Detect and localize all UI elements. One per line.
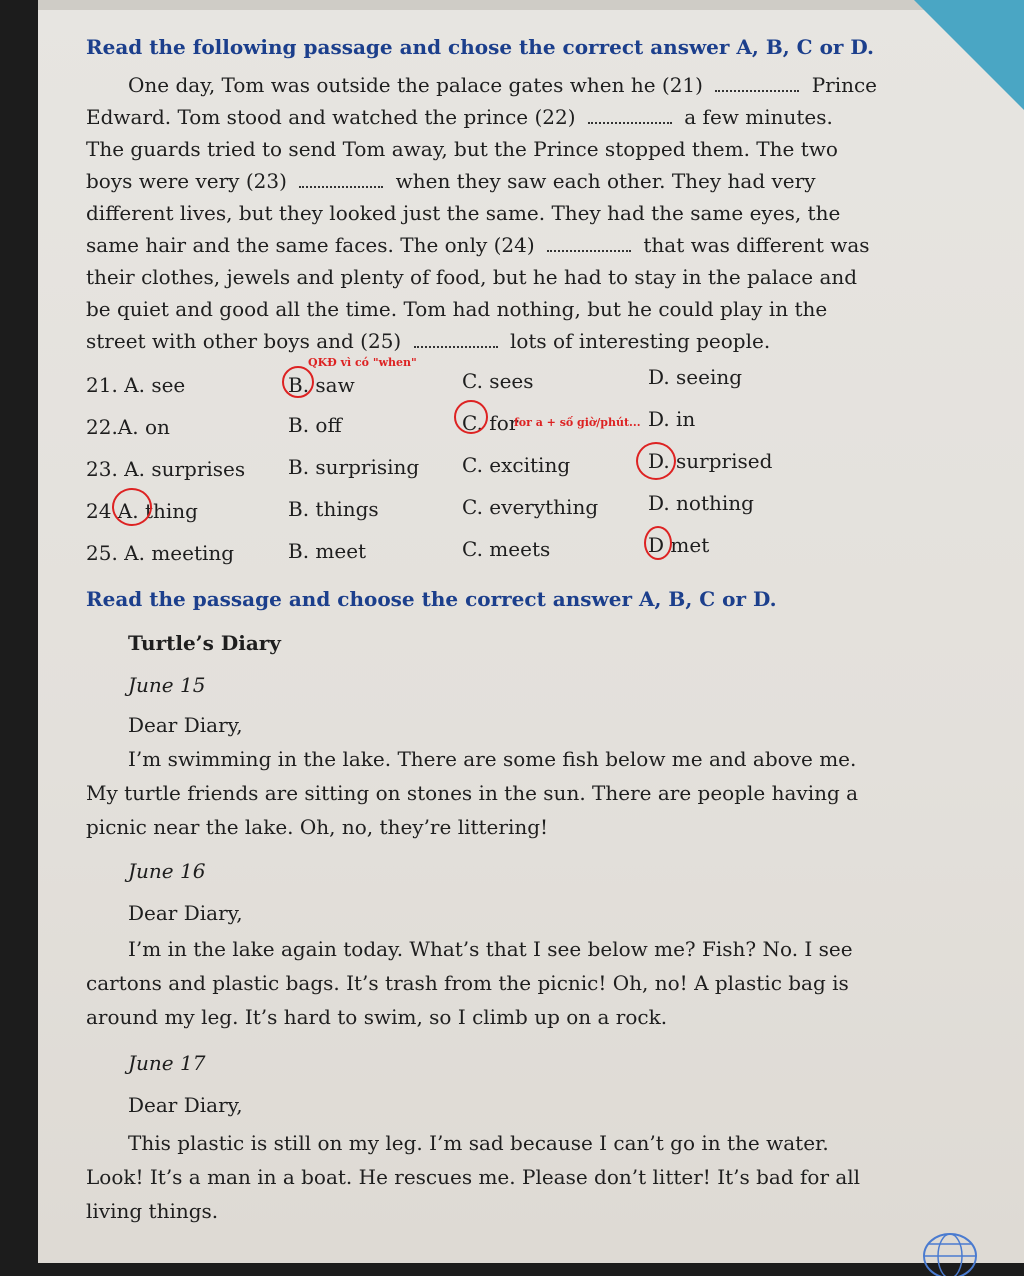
entry1-line-3: picnic near the lake. Oh, no, they’re littering! (86, 815, 549, 839)
passage-text: when they saw each other. They had very (395, 169, 816, 193)
worksheet-page (38, 0, 1024, 1263)
q24-option-d: D. nothing (648, 491, 754, 515)
answer-blank-24 (547, 236, 631, 252)
answer-blank-23 (299, 172, 383, 188)
passage-line-8: be quiet and good all the time. Tom had nothing, but he could play in the (86, 297, 828, 321)
passage-line-2 (86, 104, 833, 130)
q23-answer-circle (636, 442, 676, 480)
q21-annotation: QKĐ vì có "when" (308, 356, 417, 369)
passage-line-3: The guards tried to send Tom away, but the Prince stopped them. The two (86, 137, 838, 161)
q25-answer-circle (644, 526, 672, 560)
q21-option-d: D. seeing (648, 365, 743, 389)
passage-text: a few minutes. (684, 105, 833, 129)
passage-line-5: different lives, but they looked just the same. They had the same eyes, the (86, 201, 841, 225)
passage-line-7: their clothes, jewels and plenty of food, but he had to stay in the palace and (86, 265, 858, 289)
q23-option-a: 23. A. surprises (86, 457, 246, 481)
q23-option-b: B. surprising (288, 455, 420, 479)
passage-text: boys were very (23) (86, 169, 287, 193)
q24-option-a: 24 A. thing (86, 499, 198, 523)
q25-option-c: C. meets (462, 537, 551, 561)
q21-option-a: 21. A. see (86, 373, 186, 397)
globe-logo-icon (918, 1226, 982, 1276)
corner-decoration (914, 0, 1024, 110)
entry3-line-1: This plastic is still on my leg. I’m sad because I can’t go in the water. (128, 1131, 829, 1155)
q21-option-c: C. sees (462, 369, 534, 393)
page-top-edge (38, 0, 1024, 10)
entry3-line-3: living things. (86, 1199, 219, 1223)
entry3-line-2: Look! It’s a man in a boat. He rescues me. Please don’t litter! It’s bad for all (86, 1165, 861, 1189)
entry2-greeting: Dear Diary, (128, 901, 243, 925)
passage-line-9 (86, 328, 770, 354)
passage-text: same hair and the same faces. The only (24) (86, 233, 535, 257)
answer-blank-25 (414, 332, 498, 348)
answer-blank-21 (715, 76, 799, 92)
q21-option-b: B. saw (288, 373, 355, 397)
passage-line-6 (86, 232, 870, 258)
entry2-line-2: cartons and plastic bags. It’s trash from the picnic! Oh, no! A plastic bag is (86, 971, 849, 995)
entry2-line-1: I’m in the lake again today. What’s that I see below me? Fish? No. I see (128, 937, 853, 961)
q25-option-d: D met (648, 533, 710, 557)
passage-text: One day, Tom was outside the palace gates when he (21) (128, 73, 703, 97)
q24-option-b: B. things (288, 497, 379, 521)
q24-answer-circle (112, 488, 152, 526)
section2-heading: Read the passage and choose the correct answer A, B, C or D. (86, 587, 777, 611)
entry1-greeting: Dear Diary, (128, 713, 243, 737)
passage-text: that was different was (643, 233, 870, 257)
passage-text: Prince (811, 73, 878, 97)
q22-annotation: for a + số giờ/phút... (514, 416, 641, 429)
q24-option-c: C. everything (462, 495, 599, 519)
passage-text: street with other boys and (25) (86, 329, 402, 353)
passage-text: Edward. Tom stood and watched the prince (22) (86, 105, 576, 129)
q23-option-d: D. surprised (648, 449, 773, 473)
entry2-line-3: around my leg. It’s hard to swim, so I climb up on a rock. (86, 1005, 668, 1029)
entry3-greeting: Dear Diary, (128, 1093, 243, 1117)
q22-answer-circle (454, 400, 488, 434)
q25-option-b: B. meet (288, 539, 367, 563)
passage-line-4 (86, 168, 816, 194)
q22-option-c: C. for (462, 411, 519, 435)
entry3-date: June 17 (128, 1051, 206, 1075)
q22-option-a: 22.A. on (86, 415, 170, 439)
diary-title: Turtle’s Diary (128, 631, 281, 655)
answer-blank-22 (588, 108, 672, 124)
q22-option-d: D. in (648, 407, 696, 431)
q25-option-a: 25. A. meeting (86, 541, 235, 565)
q21-answer-circle (282, 366, 314, 398)
entry1-line-1: I’m swimming in the lake. There are some fish below me and above me. (128, 747, 857, 771)
section1-heading: Read the following passage and chose the correct answer A, B, C or D. (86, 35, 874, 59)
q23-option-c: C. exciting (462, 453, 571, 477)
passage-line-1 (128, 72, 877, 98)
entry1-date: June 15 (128, 673, 206, 697)
entry1-line-2: My turtle friends are sitting on stones in the sun. There are people having a (86, 781, 859, 805)
entry2-date: June 16 (128, 859, 206, 883)
q22-option-b: B. off (288, 413, 342, 437)
passage-text: lots of interesting people. (509, 329, 771, 353)
